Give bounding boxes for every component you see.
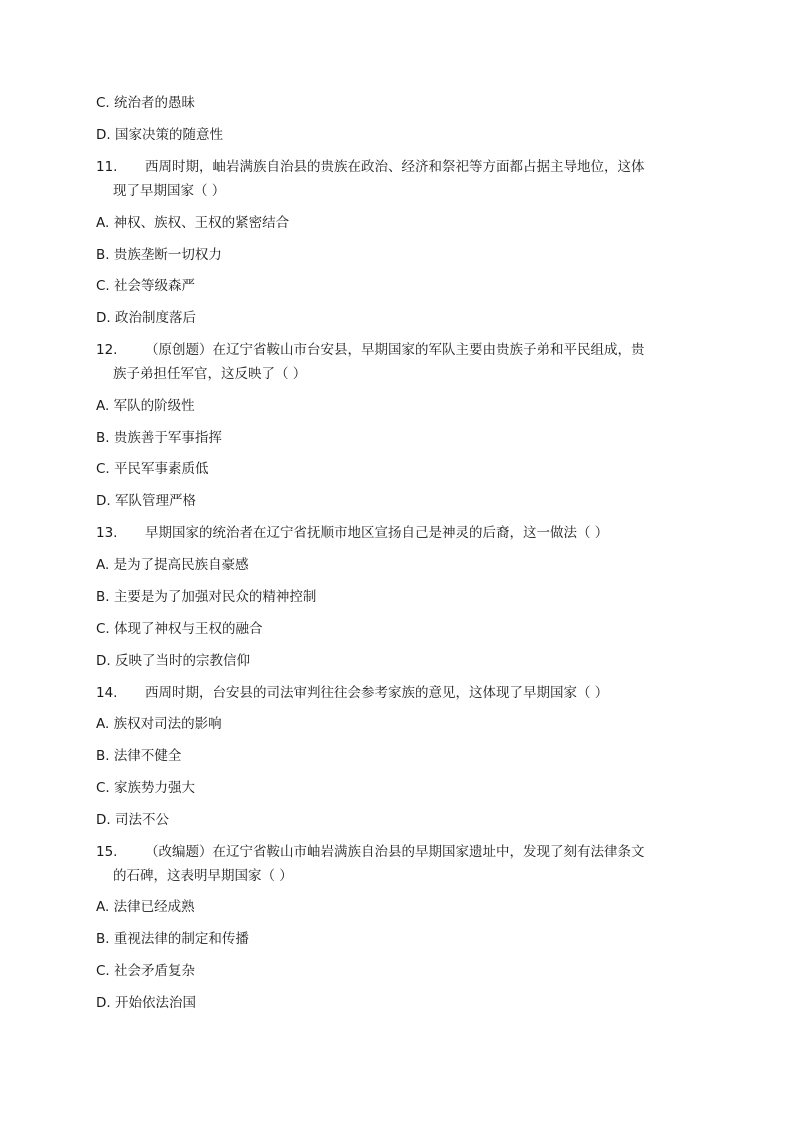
- question-number: 15.: [96, 844, 118, 860]
- option-d: D. 军队管理严格: [96, 493, 196, 509]
- option-d: D. 政治制度落后: [96, 310, 196, 326]
- option-c: C. 平民军事素质低: [96, 461, 209, 477]
- option-line: D. 国家决策的随意性: [96, 127, 223, 143]
- option-a: A. 军队的阶级性: [96, 398, 195, 414]
- option-line: C. 统治者的愚昧: [96, 95, 196, 111]
- option-c: C. 社会等级森严: [96, 278, 196, 294]
- option-a: A. 是为了提高民族自豪感: [96, 557, 249, 573]
- option-b: B. 贵族垄断一切权力: [96, 247, 222, 263]
- option-c: C. 社会矛盾复杂: [96, 963, 196, 979]
- question-stem: 早期国家的统治者在辽宁省抚顺市地区宣扬自己是神灵的后裔，这一做法（ ）: [145, 525, 609, 541]
- question-number: 14.: [96, 685, 118, 701]
- question-stem-continued: 现了早期国家（ ）: [113, 183, 226, 199]
- option-d: D. 开始依法治国: [96, 995, 196, 1011]
- option-a: A. 法律已经成熟: [96, 899, 195, 915]
- option-b: B. 主要是为了加强对民众的精神控制: [96, 589, 317, 605]
- option-d: D. 司法不公: [96, 812, 169, 828]
- question-stem-continued: 族子弟担任军官，这反映了（ ）: [113, 366, 307, 382]
- question-stem: 西周时期，台安县的司法审判往往会参考家族的意见，这体现了早期国家（ ）: [145, 685, 609, 701]
- question-number: 11.: [96, 159, 118, 175]
- option-a: A. 族权对司法的影响: [96, 716, 222, 732]
- option-b: B. 贵族善于军事指挥: [96, 430, 222, 446]
- question-number: 12.: [96, 342, 118, 358]
- option-a: A. 神权、族权、王权的紧密结合: [96, 215, 290, 231]
- option-b: B. 法律不健全: [96, 748, 182, 764]
- option-c: C. 体现了神权与王权的融合: [96, 621, 263, 637]
- option-b: B. 重视法律的制定和传播: [96, 931, 249, 947]
- question-stem-continued: 的石碑，这表明早期国家（ ）: [113, 868, 293, 884]
- option-c: C. 家族势力强大: [96, 780, 196, 796]
- option-d: D. 反映了当时的宗教信仰: [96, 653, 250, 669]
- question-stem: （原创题）在辽宁省鞍山市台安县，早期国家的军队主要由贵族子弟和平民组成，贵: [145, 342, 645, 358]
- question-stem: （改编题）在辽宁省鞍山市岫岩满族自治县的早期国家遗址中，发现了刻有法律条文: [145, 844, 645, 860]
- question-number: 13.: [96, 525, 118, 541]
- question-stem: 西周时期，岫岩满族自治县的贵族在政治、经济和祭祀等方面都占据主导地位，这体: [145, 159, 645, 175]
